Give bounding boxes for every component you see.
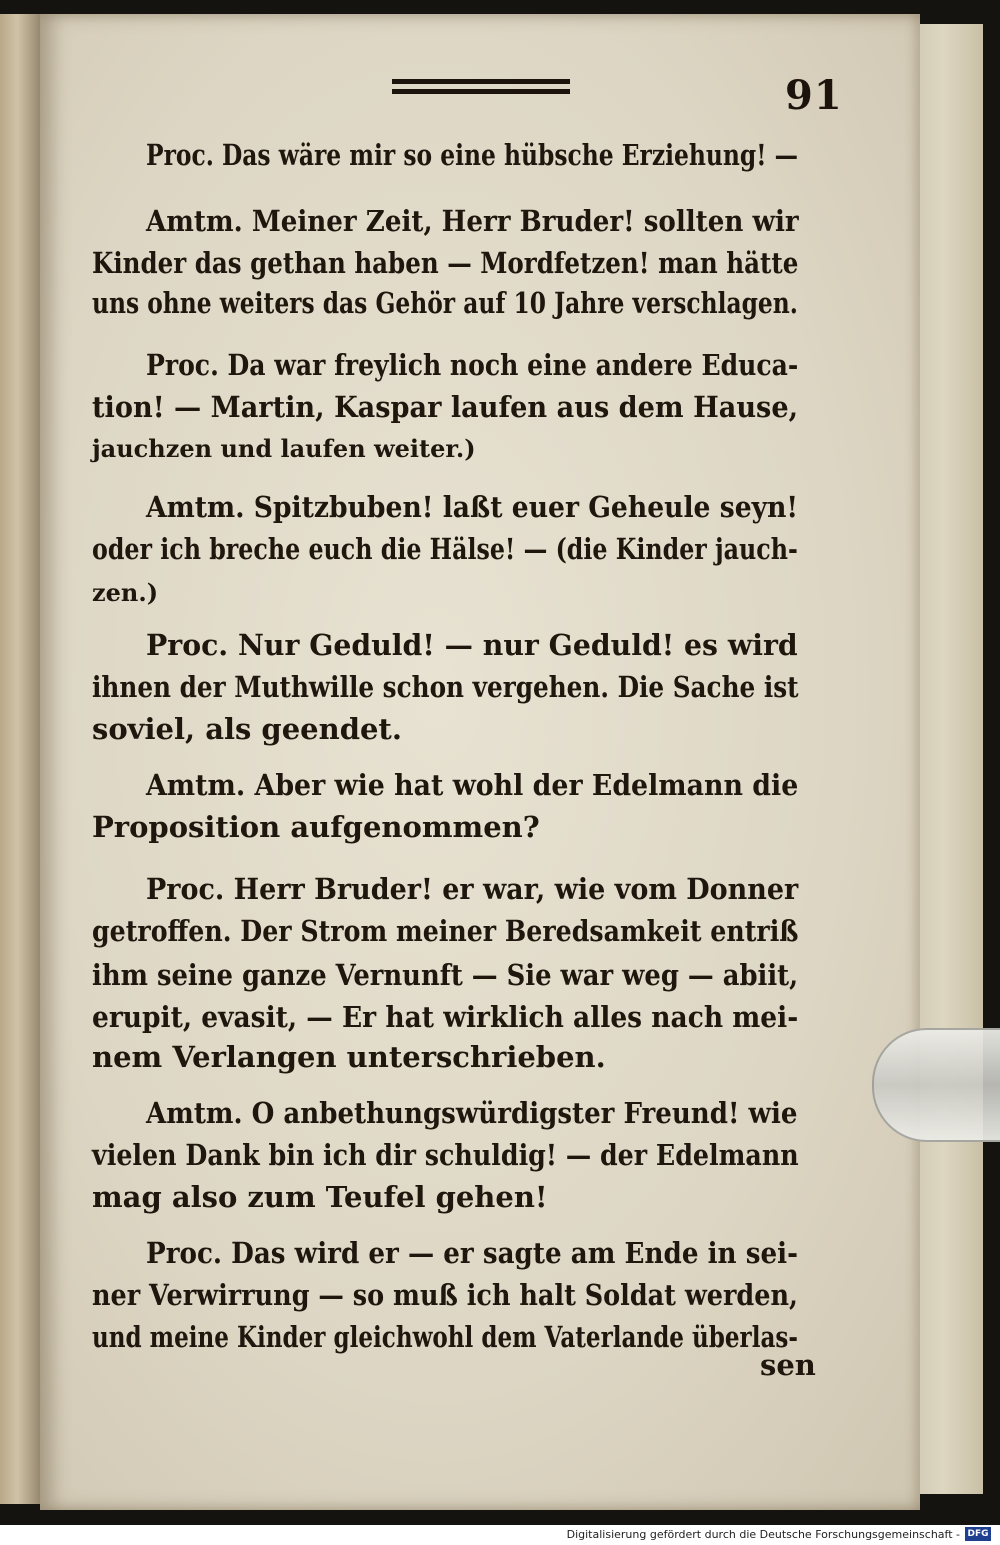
text-line: Amtm. Meiner Zeit, Herr Bruder! sollten wir <box>146 204 799 238</box>
text-line: Proc. Das wird er — er sagte am Ende in sei- <box>146 1236 798 1270</box>
text-line: Amtm. Spitzbuben! laßt euer Geheule seyn! <box>146 490 799 524</box>
text-line: erupit, evasit, — Er hat wirklich alles nach mei- <box>92 1000 799 1034</box>
text-line: nem Verlangen unterschrieben. <box>92 1040 606 1074</box>
text-line: Amtm. O anbethungswürdigster Freund! wie <box>146 1096 798 1130</box>
text-line: Proc. Das wäre mir so eine hübsche Erziehung! — <box>146 138 798 172</box>
text-line: tion! — Martin, Kaspar laufen aus dem Hause, <box>92 390 799 424</box>
text-line: mag also zum Teufel gehen! <box>92 1180 548 1214</box>
text-line: und meine Kinder gleichwohl dem Vaterlande überlas- <box>92 1320 798 1354</box>
text-line: Proc. Da war freylich noch eine andere Educa- <box>146 348 799 382</box>
text-line: Proc. Herr Bruder! er war, wie vom Donner <box>146 872 799 906</box>
page-clip <box>872 1028 1000 1142</box>
text-line: jauchzen und laufen weiter.) <box>92 434 476 463</box>
text-line: getroffen. Der Strom meiner Beredsamkeit entriß <box>92 914 799 948</box>
text-line: Proc. Nur Geduld! — nur Geduld! es wird <box>146 628 798 662</box>
text-line: ihm seine ganze Vernunft — Sie war weg — abiit, <box>92 958 799 992</box>
text-line: soviel, als geendet. <box>92 712 402 746</box>
text-line: Amtm. Aber wie hat wohl der Edelmann die <box>146 768 799 802</box>
text-line: Proposition aufgenommen? <box>92 810 540 844</box>
header-rule <box>392 89 570 94</box>
text-line: oder ich breche euch die Hälse! — (die Kinder jauch- <box>92 532 798 566</box>
catchword: sen <box>760 1348 816 1382</box>
header-rule <box>392 79 570 84</box>
footer-credit: Digitalisierung gefördert durch die Deutsche Forschungsgemeinschaft - <box>566 1528 960 1541</box>
dfg-logo: DFG <box>965 1527 991 1541</box>
facing-page-edge <box>0 14 44 1504</box>
page-number: 91 <box>785 72 843 119</box>
book-page <box>40 14 920 1510</box>
text-line: ner Verwirrung — so muß ich halt Soldat werden, <box>92 1278 798 1312</box>
text-line: Kinder das gethan haben — Mordfetzen! man hätte <box>92 246 799 280</box>
text-line: ihnen der Muthwille schon vergehen. Die Sache ist <box>92 670 799 704</box>
text-line: vielen Dank bin ich dir schuldig! — der Edelmann <box>92 1138 799 1172</box>
text-line: uns ohne weiters das Gehör auf 10 Jahre verschlagen. <box>92 286 798 320</box>
text-line: zen.) <box>92 578 159 607</box>
